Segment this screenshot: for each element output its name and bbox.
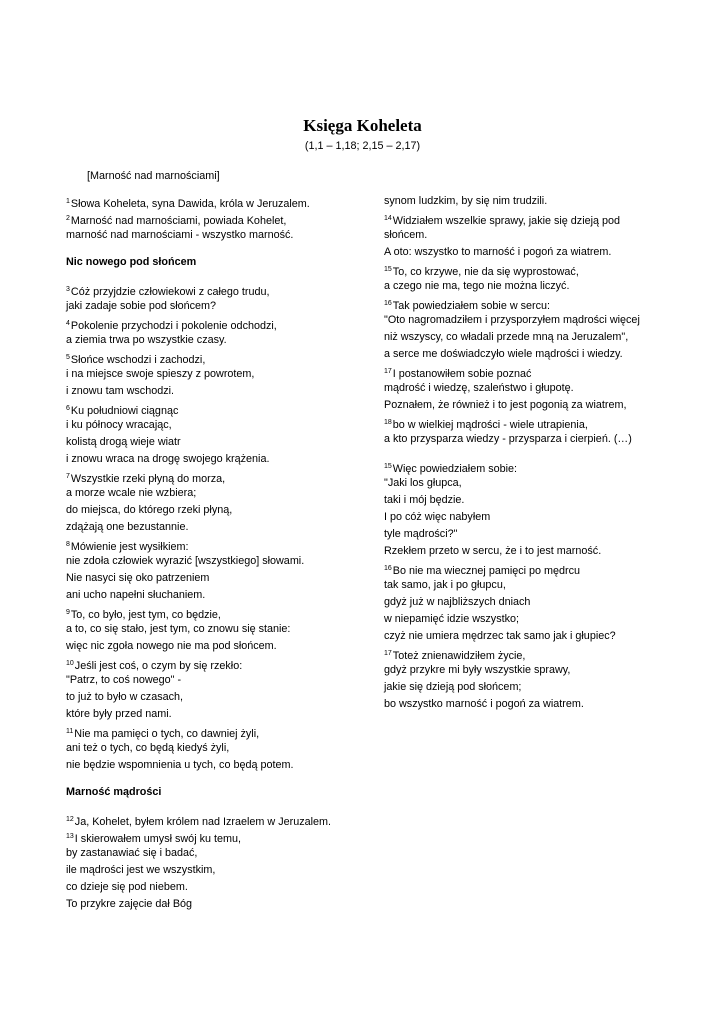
verse-text: "Jaki los głupca,	[384, 477, 462, 489]
section-heading: Nic nowego pod słońcem	[66, 256, 197, 268]
verse-line	[66, 587, 366, 604]
verse-text: i na miejsce swoje spieszy z powrotem,	[66, 368, 255, 380]
verse-number: 2	[66, 215, 70, 222]
spacer	[66, 244, 366, 254]
verse-text: w niepamięć idzie wszystko;	[384, 613, 520, 625]
spacer	[384, 448, 684, 458]
verse-line	[384, 380, 684, 397]
verse-line	[66, 811, 366, 828]
verse-number: 13	[66, 833, 74, 840]
verse-text: ani też o tych, co będą kiedyś żyli,	[66, 742, 230, 754]
verse-line	[66, 519, 366, 536]
verse-line	[384, 414, 684, 431]
verse-text: gdyż już w najbliższych dniach	[384, 596, 531, 608]
verse-line	[66, 281, 366, 298]
verse-text: Nie nasyci się oko patrzeniem	[66, 572, 210, 584]
verse-text: To, co krzywe, nie da się wyprostować,	[392, 266, 579, 278]
verse-number: 5	[66, 354, 70, 361]
verse-number: 15	[384, 266, 392, 273]
verse-text: taki i mój będzie.	[384, 494, 465, 506]
verse-number: 17	[384, 650, 392, 657]
verse-line	[66, 417, 366, 434]
verse-line	[66, 553, 366, 570]
verse-number: 16	[384, 565, 392, 572]
verse-line	[66, 193, 366, 210]
verse-text: jaki zadaje sobie pod słońcem?	[66, 300, 217, 312]
verse-text: mądrość i wiedzę, szaleństwo i głupotę.	[384, 382, 574, 394]
verse-text: by zastanawiać się i badać,	[66, 847, 198, 859]
verse-line	[384, 543, 684, 560]
verse-line	[384, 295, 684, 312]
verse-text: tyle mądrości?"	[384, 528, 458, 540]
document-title: Księga Koheleta	[303, 116, 422, 135]
verse-number: 3	[66, 286, 70, 293]
verse-line	[66, 485, 366, 502]
verse-text: gdyż przykre mi były wszystkie sprawy,	[384, 664, 571, 676]
verse-line	[384, 458, 684, 475]
verse-line	[384, 397, 684, 414]
verse-text: Tak powiedziałem sobie w sercu:	[392, 300, 551, 312]
verse-text: marność nad marnościami - wszystko marność.	[66, 229, 294, 241]
verse-line	[66, 706, 366, 723]
verse-text: a serce me doświadczyło wiele mądrości i wiedzy.	[384, 348, 623, 360]
verse-line	[384, 577, 684, 594]
verse-text: I skierowałem umysł swój ku temu,	[74, 833, 241, 845]
section-note: [Marność nad marnościami]	[87, 170, 220, 182]
verse-text: Rzekłem przeto w sercu, że i to jest marność.	[384, 545, 602, 557]
verse-line	[66, 366, 366, 383]
verse-line	[66, 383, 366, 400]
verse-text: tak samo, jak i po głupcu,	[384, 579, 506, 591]
verse-text: Jeśli jest coś, o czym by się rzekło:	[74, 660, 243, 672]
verse-line	[384, 679, 684, 696]
verse-line	[66, 332, 366, 349]
verse-text: Więc powiedziałem sobie:	[392, 463, 518, 475]
spacer	[66, 801, 366, 811]
verse-line	[66, 845, 366, 862]
verse-text: które były przed nami.	[66, 708, 172, 720]
verse-text: zdążają one bezustannie.	[66, 521, 189, 533]
verse-text: a morze wcale nie wzbiera;	[66, 487, 197, 499]
verse-line	[66, 349, 366, 366]
verse-line	[66, 862, 366, 879]
document-subtitle: (1,1 – 1,18; 2,15 – 2,17)	[304, 140, 421, 152]
verse-text: i ku północy wracając,	[66, 419, 172, 431]
verse-text: niż wszyscy, co władali przede mną na Jeruzalem",	[384, 331, 629, 343]
verse-line	[66, 638, 366, 655]
verse-text: czyż nie umiera mędrzec tak samo jak i głupiec?	[384, 630, 616, 642]
verse-text: bo w wielkiej mądrości - wiele utrapienia,	[392, 419, 588, 431]
verse-text: I po cóż więc nabyłem	[384, 511, 491, 523]
verse-line	[384, 560, 684, 577]
verse-number: 10	[66, 660, 74, 667]
verse-line	[66, 298, 366, 315]
verse-number: 11	[66, 728, 74, 735]
verse-line	[66, 740, 366, 757]
verse-line	[66, 621, 366, 638]
verse-number: 4	[66, 320, 70, 327]
verse-text: to już to było w czasach,	[66, 691, 184, 703]
verse-text: To, co było, jest tym, co będzie,	[70, 609, 221, 621]
verse-text: "Patrz, to coś nowego" -	[66, 674, 182, 686]
verse-text: a ziemia trwa po wszystkie czasy.	[66, 334, 227, 346]
verse-text: Cóż przyjdzie człowiekowi z całego trudu,	[70, 286, 270, 298]
verse-line	[384, 244, 684, 261]
verse-line	[66, 604, 366, 621]
verse-text: Pokolenie przychodzi i pokolenie odchodzi,	[70, 320, 277, 332]
verse-text: jakie się dzieją pod słońcem;	[384, 681, 522, 693]
verse-line	[66, 828, 366, 845]
verse-line	[384, 329, 684, 346]
verse-number: 8	[66, 541, 70, 548]
verse-text: Toteż znienawidziłem życie,	[392, 650, 526, 662]
verse-line	[66, 227, 366, 244]
verse-line	[66, 400, 366, 417]
verse-line	[384, 261, 684, 278]
verse-line	[66, 757, 366, 774]
verse-line	[384, 193, 684, 210]
verse-line	[384, 492, 684, 509]
verse-number: 18	[384, 419, 392, 426]
verse-text: Nie ma pamięci o tych, co dawniej żyli,	[74, 728, 260, 740]
verse-text: i znowu tam wschodzi.	[66, 385, 175, 397]
verse-text: A oto: wszystko to marność i pogoń za wiatrem.	[384, 246, 612, 258]
verse-line	[384, 363, 684, 380]
verse-text: Poznałem, że również i to jest pogonią za wiatrem,	[384, 399, 627, 411]
verse-line	[384, 645, 684, 662]
verse-text: nie będzie wspomnienia u tych, co będą potem.	[66, 759, 294, 771]
verse-text: słońcem.	[384, 229, 428, 241]
verse-number: 16	[384, 300, 392, 307]
verse-line	[384, 594, 684, 611]
verse-line	[66, 672, 366, 689]
verse-text: Ku południowi ciągnąc	[70, 405, 179, 417]
verse-number: 7	[66, 473, 70, 480]
spacer	[66, 774, 366, 784]
verse-line	[384, 210, 684, 227]
verse-text: więc nic zgoła nowego nie ma pod słońcem.	[66, 640, 277, 652]
verse-text: Widziałem wszelkie sprawy, jakie się dzieją pod	[392, 215, 621, 227]
verse-number: 9	[66, 609, 70, 616]
verse-line	[66, 434, 366, 451]
verse-line	[66, 879, 366, 896]
verse-text: i znowu wraca na drogę swojego krążenia.	[66, 453, 270, 465]
verse-text: To przykre zajęcie dał Bóg	[66, 898, 193, 910]
verse-text: Ja, Kohelet, byłem królem nad Izraelem w Jeruzalem.	[74, 816, 332, 828]
verse-line	[66, 502, 366, 519]
verse-number: 15	[384, 463, 392, 470]
verse-number: 6	[66, 405, 70, 412]
verse-line	[384, 278, 684, 295]
verse-line	[384, 611, 684, 628]
verse-text: a czego nie ma, tego nie można liczyć.	[384, 280, 570, 292]
verse-text: Słowa Koheleta, syna Dawida, króla w Jeruzalem.	[70, 198, 310, 210]
verse-line	[66, 210, 366, 227]
verse-line	[66, 689, 366, 706]
left-column	[66, 193, 366, 913]
verse-line	[66, 468, 366, 485]
verse-line	[66, 723, 366, 740]
verse-line	[384, 431, 684, 448]
verse-line	[384, 346, 684, 363]
verse-text: I postanowiłem sobie poznać	[392, 368, 532, 380]
verse-line	[66, 451, 366, 468]
verse-text: Bo nie ma wiecznej pamięci po mędrcu	[392, 565, 581, 577]
verse-text: co dzieje się pod niebem.	[66, 881, 188, 893]
verse-text: Marność nad marnościami, powiada Kohelet,	[70, 215, 287, 227]
verse-text: do miejsca, do którego rzeki płyną,	[66, 504, 233, 516]
verse-line	[384, 227, 684, 244]
verse-line	[66, 896, 366, 913]
verse-line	[66, 315, 366, 332]
verse-line	[66, 655, 366, 672]
verse-text: Słońce wschodzi i zachodzi,	[70, 354, 206, 366]
verse-line	[384, 312, 684, 329]
verse-text: Wszystkie rzeki płyną do morza,	[70, 473, 226, 485]
verse-number: 1	[66, 198, 70, 205]
verse-line	[66, 570, 366, 587]
verse-text: ile mądrości jest we wszystkim,	[66, 864, 216, 876]
spacer	[66, 271, 366, 281]
verse-text: a to, co się stało, jest tym, co znowu się stanie:	[66, 623, 291, 635]
verse-line	[384, 662, 684, 679]
verse-number: 12	[66, 816, 74, 823]
verse-text: "Oto nagromadziłem i przysporzyłem mądrości więcej	[384, 314, 640, 326]
verse-text: ani ucho napełni słuchaniem.	[66, 589, 206, 601]
right-column	[384, 193, 684, 713]
verse-number: 14	[384, 215, 392, 222]
verse-text: Mówienie jest wysiłkiem:	[70, 541, 189, 553]
verse-text: nie zdoła człowiek wyrazić [wszystkiego] słowami.	[66, 555, 305, 567]
verse-text: synom ludzkim, by się nim trudzili.	[384, 195, 548, 207]
verse-text: kolistą drogą wieje wiatr	[66, 436, 181, 448]
verse-line	[66, 536, 366, 553]
verse-line	[384, 526, 684, 543]
verse-text: a kto przysparza wiedzy - przysparza i cierpień. (…)	[384, 433, 632, 445]
verse-text: bo wszystko marność i pogoń za wiatrem.	[384, 698, 584, 710]
section-heading: Marność mądrości	[66, 786, 162, 798]
verse-line	[384, 628, 684, 645]
verse-line	[384, 509, 684, 526]
verse-line	[384, 475, 684, 492]
verse-line	[384, 696, 684, 713]
verse-number: 17	[384, 368, 392, 375]
